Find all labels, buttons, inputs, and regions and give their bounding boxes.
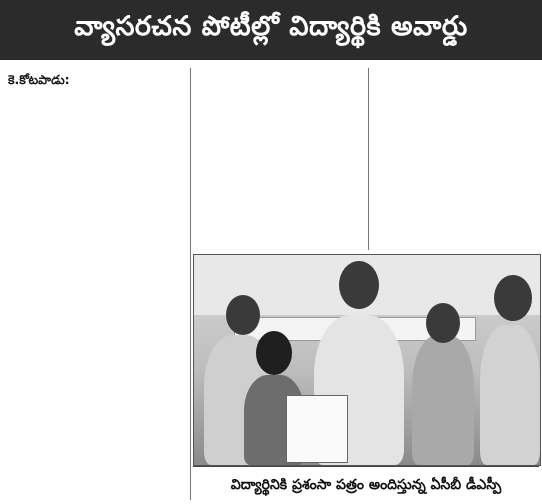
person-far-right-head <box>494 275 532 321</box>
person-left-head <box>226 295 260 335</box>
person-right-head <box>426 303 460 343</box>
certificate <box>286 395 348 463</box>
article-column-3 <box>372 70 536 250</box>
article-column-2 <box>196 70 364 250</box>
headline-banner <box>0 0 542 60</box>
article-column-1 <box>8 70 186 500</box>
photo-caption <box>193 466 539 503</box>
headline: వ్యాసరచన పోటీల్లో విద్యార్థికి అవార్డు <box>74 11 468 42</box>
officer-head <box>339 261 379 309</box>
column-divider <box>368 68 369 250</box>
person-right <box>412 335 474 465</box>
dateline: కె.కోటపాడు: <box>8 72 70 87</box>
caption-text: విద్యార్థినికి ప్రశంసా పత్రం అందిస్తున్న ఏసీబీ డీఎస్పీ <box>230 477 502 493</box>
student-head <box>256 331 292 375</box>
news-photo <box>193 254 541 466</box>
person-far-right <box>480 325 540 465</box>
column-divider <box>190 68 191 500</box>
